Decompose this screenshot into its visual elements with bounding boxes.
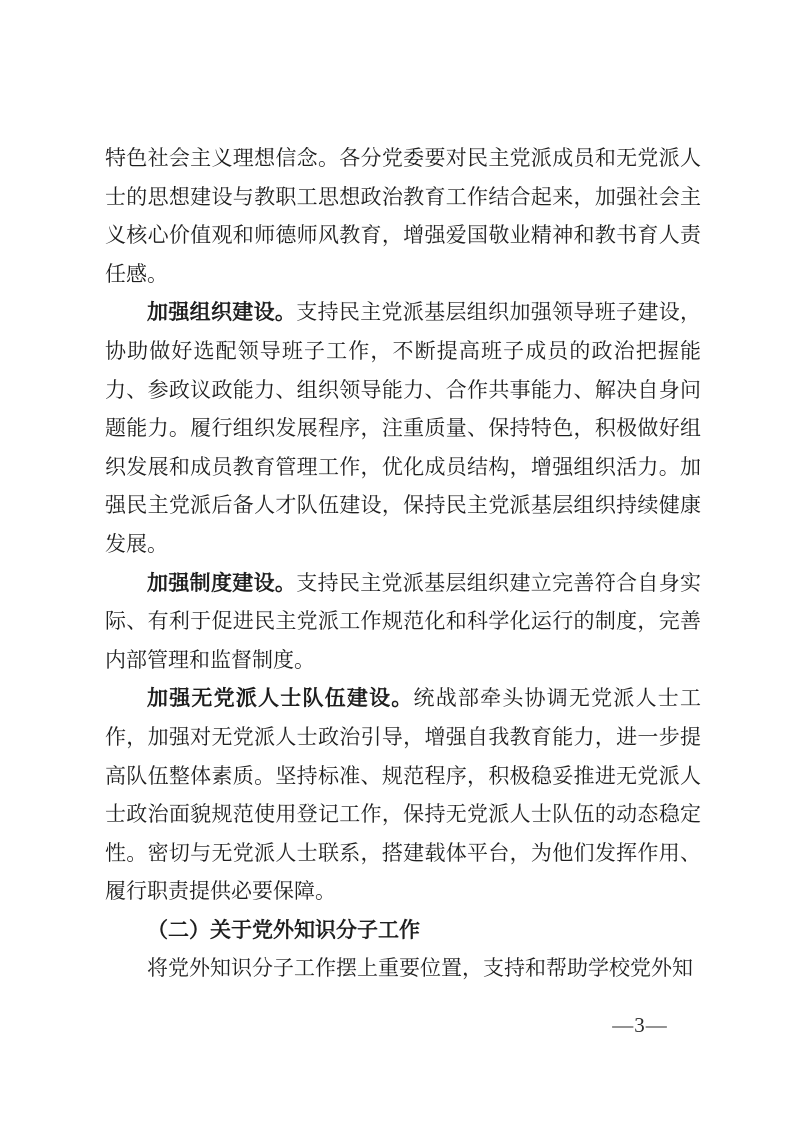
paragraph-text: 支持民主党派基层组织加强领导班子建设，协助做好选配领导班子工作，不断提高班子成员的政治把握能力、参政议政能力、组织领导能力、合作共事能力、解决自身问题能力。履行组织发展程序，注重质量、保持特色，积极做好组织发展和成员教育管理工作，优化成员结构，增强组织活力。加强民主党派后备人才队伍建设，保持民主党派基层组织持续健康发展。 [105, 300, 702, 556]
paragraph-organization-building [105, 293, 701, 563]
paragraph-text: 特色社会主义理想信念。各分党委要对民主党派成员和无党派人士的思想建设与教职工思想政治教育工作结合起来，加强社会主义核心价值观和师德师风教育，增强爱国敬业精神和教书育人责任感。 [105, 146, 701, 286]
section-heading: （二）关于党外知识分子工作 [147, 917, 420, 942]
paragraph-intellectuals-intro [105, 949, 701, 988]
page-number: —3— [612, 1013, 668, 1037]
paragraph-text: 支持民主党派基层组织建立完善符合自身实际、有利于促进民主党派工作规范化和科学化运行的制度，完善内部管理和监督制度。 [105, 570, 702, 672]
paragraph-text: 统战部牵头协调无党派人士工作，加强对无党派人士政治引导，增强自我教育能力，进一步提高队伍整体素质。坚持标准、规范程序，积极稳妥推进无党派人士政治面貌规范使用登记工作，保持无党派人士队伍的动态稳定性。密切与无党派人士联系，搭建载体平台，为他们发挥作用、履行职责提供必要保障。 [105, 686, 701, 904]
paragraph-text: 将党外知识分子工作摆上重要位置，支持和帮助学校党外知 [147, 956, 693, 981]
paragraph-system-building [105, 564, 701, 680]
paragraph-nonparty-team-building [105, 679, 701, 911]
paragraph-lead: 加强制度建设。 [147, 570, 297, 595]
page-content [105, 139, 701, 988]
paragraph-lead: 加强组织建设。 [147, 300, 297, 325]
paragraph-continuation [105, 139, 701, 293]
paragraph-lead: 加强无党派人士队伍建设。 [147, 686, 414, 711]
